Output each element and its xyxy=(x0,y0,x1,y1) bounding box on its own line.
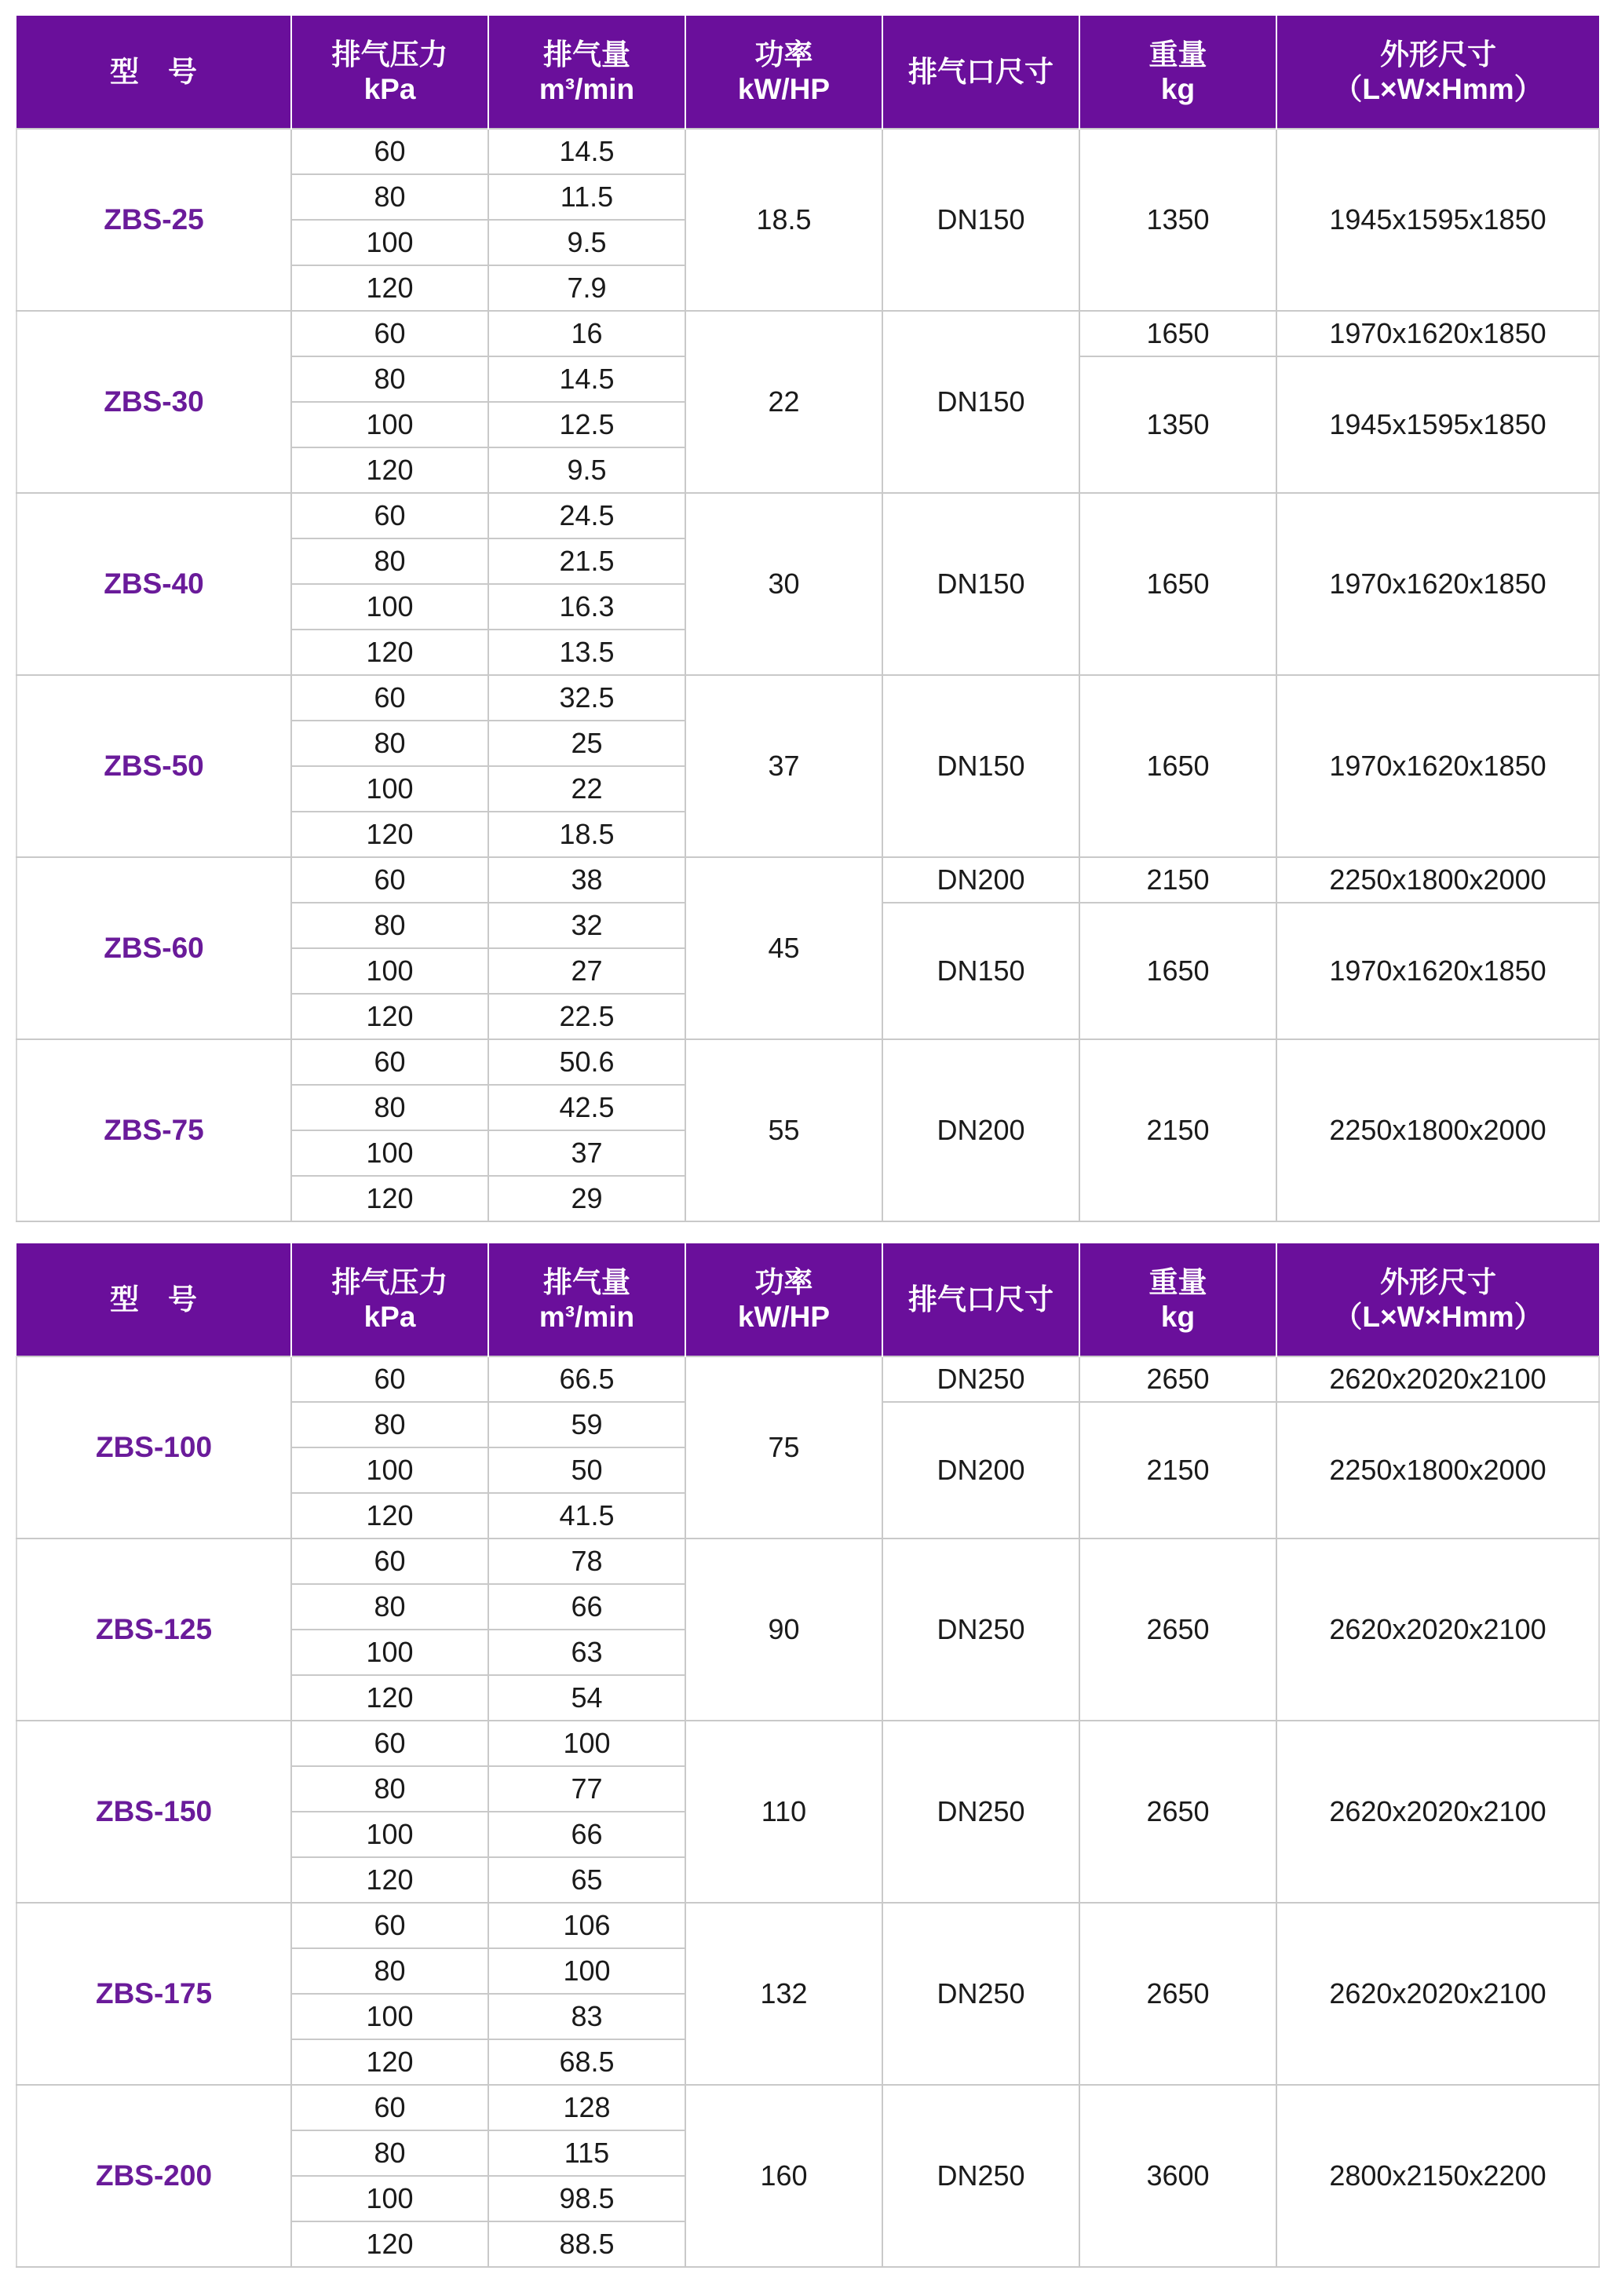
pressure-cell: 80 xyxy=(291,1948,488,1994)
flow-cell: 13.5 xyxy=(488,630,685,675)
pressure-cell: 80 xyxy=(291,903,488,948)
dims-cell: 2250x1800x2000 xyxy=(1276,1402,1599,1539)
flow-cell: 12.5 xyxy=(488,402,685,447)
flow-cell: 66 xyxy=(488,1812,685,1857)
pressure-cell: 120 xyxy=(291,812,488,857)
header-pressure-line: 排气压力 xyxy=(331,38,448,71)
table-row xyxy=(16,1903,1599,1948)
header-weight xyxy=(1079,1243,1276,1356)
pressure-cell: 100 xyxy=(291,1130,488,1176)
flow-cell: 25 xyxy=(488,721,685,766)
outlet-cell: DN250 xyxy=(882,1721,1079,1903)
table-row xyxy=(16,129,1599,174)
flow-cell: 9.5 xyxy=(488,447,685,493)
pressure-cell: 120 xyxy=(291,1493,488,1539)
table-row xyxy=(16,2085,1599,2130)
pressure-cell: 80 xyxy=(291,356,488,402)
outlet-cell: DN200 xyxy=(882,1402,1079,1539)
header-flow xyxy=(488,16,685,129)
pressure-cell: 100 xyxy=(291,1812,488,1857)
flow-cell: 63 xyxy=(488,1630,685,1675)
spec-table-1 xyxy=(16,16,1600,1222)
flow-cell: 16 xyxy=(488,311,685,356)
pressure-cell: 100 xyxy=(291,948,488,994)
weight-cell: 1650 xyxy=(1079,311,1276,356)
flow-cell: 14.5 xyxy=(488,356,685,402)
spec-table-2 xyxy=(16,1243,1600,2268)
dims-cell: 2620x2020x2100 xyxy=(1276,1721,1599,1903)
flow-cell: 128 xyxy=(488,2085,685,2130)
flow-cell: 59 xyxy=(488,1402,685,1447)
power-cell: 90 xyxy=(685,1539,882,1721)
dims-cell: 1970x1620x1850 xyxy=(1276,493,1599,675)
power-cell: 55 xyxy=(685,1039,882,1221)
pressure-cell: 100 xyxy=(291,1630,488,1675)
table-row xyxy=(16,1539,1599,1584)
pressure-cell: 80 xyxy=(291,2130,488,2176)
model-cell: ZBS-40 xyxy=(16,493,291,675)
pressure-cell: 60 xyxy=(291,129,488,174)
pressure-cell: 100 xyxy=(291,1994,488,2039)
table-row xyxy=(16,1721,1599,1766)
pressure-cell: 100 xyxy=(291,220,488,265)
power-cell: 37 xyxy=(685,675,882,857)
pressure-cell: 80 xyxy=(291,1766,488,1812)
outlet-cell: DN150 xyxy=(882,311,1079,493)
pressure-cell: 120 xyxy=(291,630,488,675)
flow-cell: 18.5 xyxy=(488,812,685,857)
header-model: 型 号 xyxy=(16,1243,291,1356)
header-pressure-line: kPa xyxy=(363,72,416,105)
pressure-cell: 60 xyxy=(291,493,488,538)
pressure-cell: 120 xyxy=(291,1176,488,1221)
flow-cell: 24.5 xyxy=(488,493,685,538)
pressure-cell: 100 xyxy=(291,2176,488,2221)
model-cell: ZBS-200 xyxy=(16,2085,291,2267)
header-dims-line: 外形尺寸 xyxy=(1380,38,1496,71)
flow-cell: 37 xyxy=(488,1130,685,1176)
flow-cell: 21.5 xyxy=(488,538,685,584)
outlet-cell: DN250 xyxy=(882,2085,1079,2267)
model-cell: ZBS-100 xyxy=(16,1356,291,1539)
pressure-cell: 60 xyxy=(291,311,488,356)
weight-cell: 2150 xyxy=(1079,1402,1276,1539)
header-weight-line: 重量 xyxy=(1148,38,1207,71)
header-dims-line: 外形尺寸 xyxy=(1380,1265,1496,1298)
pressure-cell: 120 xyxy=(291,2221,488,2267)
outlet-cell: DN150 xyxy=(882,903,1079,1039)
header-power-line: kW/HP xyxy=(737,1300,831,1333)
power-cell: 75 xyxy=(685,1356,882,1539)
pressure-cell: 100 xyxy=(291,584,488,630)
flow-cell: 14.5 xyxy=(488,129,685,174)
pressure-cell: 80 xyxy=(291,174,488,220)
outlet-cell: DN150 xyxy=(882,493,1079,675)
header-power xyxy=(685,16,882,129)
flow-cell: 54 xyxy=(488,1675,685,1721)
pressure-cell: 80 xyxy=(291,721,488,766)
pressure-cell: 60 xyxy=(291,2085,488,2130)
header-model: 型 号 xyxy=(16,16,291,129)
header-flow-line: m³/min xyxy=(539,72,635,105)
flow-cell: 41.5 xyxy=(488,1493,685,1539)
weight-cell: 1350 xyxy=(1079,129,1276,311)
outlet-cell: DN150 xyxy=(882,675,1079,857)
pressure-cell: 80 xyxy=(291,1584,488,1630)
header-flow-line: m³/min xyxy=(539,1300,635,1333)
header-dims xyxy=(1276,16,1599,129)
pressure-cell: 100 xyxy=(291,1447,488,1493)
weight-cell: 1650 xyxy=(1079,903,1276,1039)
weight-cell: 2150 xyxy=(1079,1039,1276,1221)
header-outlet-line: 排气口尺寸 xyxy=(908,55,1053,88)
pressure-cell: 120 xyxy=(291,1675,488,1721)
pressure-cell: 120 xyxy=(291,2039,488,2085)
flow-cell: 66 xyxy=(488,1584,685,1630)
header-power-line: 功率 xyxy=(754,38,813,71)
flow-cell: 27 xyxy=(488,948,685,994)
power-cell: 18.5 xyxy=(685,129,882,311)
flow-cell: 38 xyxy=(488,857,685,903)
power-cell: 132 xyxy=(685,1903,882,2085)
header-flow-line: 排气量 xyxy=(543,38,630,71)
outlet-cell: DN200 xyxy=(882,1039,1079,1221)
flow-cell: 42.5 xyxy=(488,1085,685,1130)
header-flow xyxy=(488,1243,685,1356)
power-cell: 110 xyxy=(685,1721,882,1903)
flow-cell: 22 xyxy=(488,766,685,812)
header-dims-line: （L×W×Hmm） xyxy=(1333,72,1543,105)
weight-cell: 2650 xyxy=(1079,1539,1276,1721)
table-row xyxy=(16,857,1599,903)
header-dims xyxy=(1276,1243,1599,1356)
flow-cell: 100 xyxy=(488,1948,685,1994)
flow-cell: 106 xyxy=(488,1903,685,1948)
flow-cell: 29 xyxy=(488,1176,685,1221)
pressure-cell: 120 xyxy=(291,1857,488,1903)
dims-cell: 2620x2020x2100 xyxy=(1276,1539,1599,1721)
header-dims-line: （L×W×Hmm） xyxy=(1333,1300,1543,1333)
flow-cell: 16.3 xyxy=(488,584,685,630)
flow-cell: 65 xyxy=(488,1857,685,1903)
power-cell: 30 xyxy=(685,493,882,675)
header-weight-line: 重量 xyxy=(1148,1265,1207,1298)
flow-cell: 9.5 xyxy=(488,220,685,265)
pressure-cell: 60 xyxy=(291,1539,488,1584)
header-weight-line: kg xyxy=(1160,1300,1196,1333)
pressure-cell: 120 xyxy=(291,265,488,311)
flow-cell: 32 xyxy=(488,903,685,948)
weight-cell: 1650 xyxy=(1079,675,1276,857)
outlet-cell: DN250 xyxy=(882,1903,1079,2085)
pressure-cell: 120 xyxy=(291,447,488,493)
model-cell: ZBS-75 xyxy=(16,1039,291,1221)
weight-cell: 2650 xyxy=(1079,1356,1276,1402)
pressure-cell: 60 xyxy=(291,1039,488,1085)
flow-cell: 115 xyxy=(488,2130,685,2176)
pressure-cell: 100 xyxy=(291,402,488,447)
header-power-line: 功率 xyxy=(754,1265,813,1298)
flow-cell: 32.5 xyxy=(488,675,685,721)
dims-cell: 2620x2020x2100 xyxy=(1276,1356,1599,1402)
pressure-cell: 80 xyxy=(291,538,488,584)
flow-cell: 98.5 xyxy=(488,2176,685,2221)
model-cell: ZBS-125 xyxy=(16,1539,291,1721)
flow-cell: 78 xyxy=(488,1539,685,1584)
flow-cell: 11.5 xyxy=(488,174,685,220)
pressure-cell: 100 xyxy=(291,766,488,812)
pressure-cell: 60 xyxy=(291,675,488,721)
power-cell: 160 xyxy=(685,2085,882,2267)
dims-cell: 2620x2020x2100 xyxy=(1276,1903,1599,2085)
flow-cell: 100 xyxy=(488,1721,685,1766)
flow-cell: 88.5 xyxy=(488,2221,685,2267)
outlet-cell: DN200 xyxy=(882,857,1079,903)
header-pressure-line: 排气压力 xyxy=(331,1265,448,1298)
header-power xyxy=(685,1243,882,1356)
header-pressure xyxy=(291,16,488,129)
table-row xyxy=(16,1356,1599,1402)
outlet-cell: DN150 xyxy=(882,129,1079,311)
header-outlet-line: 排气口尺寸 xyxy=(908,1283,1053,1316)
weight-cell: 1650 xyxy=(1079,493,1276,675)
dims-cell: 1970x1620x1850 xyxy=(1276,903,1599,1039)
header-outlet xyxy=(882,1243,1079,1356)
flow-cell: 68.5 xyxy=(488,2039,685,2085)
model-cell: ZBS-150 xyxy=(16,1721,291,1903)
flow-cell: 50.6 xyxy=(488,1039,685,1085)
dims-cell: 1945x1595x1850 xyxy=(1276,129,1599,311)
weight-cell: 1350 xyxy=(1079,356,1276,493)
header-row xyxy=(16,16,1599,129)
weight-cell: 2650 xyxy=(1079,1903,1276,2085)
pressure-cell: 60 xyxy=(291,857,488,903)
header-weight xyxy=(1079,16,1276,129)
flow-cell: 77 xyxy=(488,1766,685,1812)
outlet-cell: DN250 xyxy=(882,1356,1079,1402)
table-row xyxy=(16,1039,1599,1085)
pressure-cell: 60 xyxy=(291,1721,488,1766)
weight-cell: 2650 xyxy=(1079,1721,1276,1903)
table-row xyxy=(16,675,1599,721)
power-cell: 45 xyxy=(685,857,882,1039)
dims-cell: 2250x1800x2000 xyxy=(1276,1039,1599,1221)
dims-cell: 1970x1620x1850 xyxy=(1276,311,1599,356)
dims-cell: 1970x1620x1850 xyxy=(1276,675,1599,857)
pressure-cell: 120 xyxy=(291,994,488,1039)
model-cell: ZBS-30 xyxy=(16,311,291,493)
weight-cell: 2150 xyxy=(1079,857,1276,903)
pressure-cell: 60 xyxy=(291,1356,488,1402)
pressure-cell: 60 xyxy=(291,1903,488,1948)
header-row xyxy=(16,1243,1599,1356)
pressure-cell: 80 xyxy=(291,1402,488,1447)
flow-cell: 50 xyxy=(488,1447,685,1493)
dims-cell: 1945x1595x1850 xyxy=(1276,356,1599,493)
table-row xyxy=(16,311,1599,356)
model-cell: ZBS-175 xyxy=(16,1903,291,2085)
header-outlet xyxy=(882,16,1079,129)
header-weight-line: kg xyxy=(1160,72,1196,105)
model-cell: ZBS-50 xyxy=(16,675,291,857)
weight-cell: 3600 xyxy=(1079,2085,1276,2267)
outlet-cell: DN250 xyxy=(882,1539,1079,1721)
flow-cell: 83 xyxy=(488,1994,685,2039)
dims-cell: 2250x1800x2000 xyxy=(1276,857,1599,903)
flow-cell: 66.5 xyxy=(488,1356,685,1402)
table-row xyxy=(16,493,1599,538)
dims-cell: 2800x2150x2200 xyxy=(1276,2085,1599,2267)
flow-cell: 22.5 xyxy=(488,994,685,1039)
header-power-line: kW/HP xyxy=(737,72,831,105)
model-cell: ZBS-60 xyxy=(16,857,291,1039)
model-cell: ZBS-25 xyxy=(16,129,291,311)
header-pressure xyxy=(291,1243,488,1356)
header-pressure-line: kPa xyxy=(363,1300,416,1333)
header-flow-line: 排气量 xyxy=(543,1265,630,1298)
flow-cell: 7.9 xyxy=(488,265,685,311)
power-cell: 22 xyxy=(685,311,882,493)
pressure-cell: 80 xyxy=(291,1085,488,1130)
